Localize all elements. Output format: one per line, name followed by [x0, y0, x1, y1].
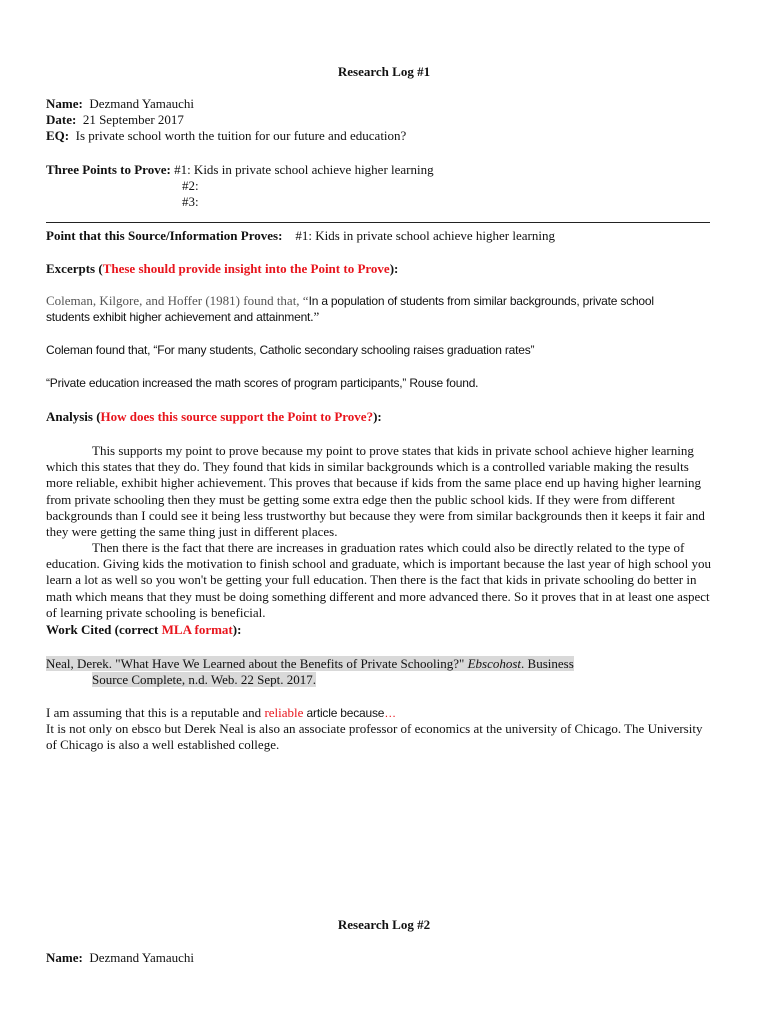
excerpt-1-line-2: students exhibit higher achievement and attainment.” [46, 309, 320, 324]
student-name: Dezmand Yamauchi [89, 96, 195, 111]
reliability-line: I am assuming that this is a reputable and reliable article because… [46, 705, 397, 720]
point-2: #2: [182, 178, 199, 193]
work-cited-heading: Work Cited (correct MLA format): [46, 622, 242, 637]
log1-title: Research Log #1 [337, 64, 431, 79]
log-date: 21 September 2017 [82, 112, 184, 127]
reliability-body: It is not only on ebsco but Derek Neal is also an associate professor of economics at the university of Chicago. The University of Chicago is also a well established college. [46, 721, 703, 753]
source-point-line: Point that this Source/Information Proves: #1: Kids in private school achieve higher learning [46, 228, 555, 243]
divider [46, 222, 710, 223]
work-cited-hint: MLA format [161, 622, 233, 637]
date-line: Date: 21 September 2017 [46, 112, 184, 127]
excerpts-hint: These should provide insight into the Point to Prove [102, 261, 390, 276]
analysis-paragraph-1: This supports my point to prove because my point to prove states that kids in private school achieve higher learning which this states that they do. They found that kids in similar backgrounds which is a controlled variable making the results more reliable, exhibit higher achievement. This proves that because if kids from the same place end up having higher learning from private schooling then they must be getting some extra edge then the public school kids. If they were from different backgrounds than I could see it being less trustworthy but because they were from similar backgrounds then it keeps it fair and they were getting the same thing just in different places. [46, 443, 705, 540]
source-point: #1: Kids in private school achieve higher learning [295, 228, 555, 243]
eq-line: EQ: Is private school worth the tuition for our future and education? [46, 128, 407, 143]
excerpts-heading: Excerpts (These should provide insight into the Point to Prove): [46, 261, 399, 276]
excerpt-2: Coleman found that, “For many students, Catholic secondary schooling raises graduation rates” [46, 343, 535, 357]
citation-line-1: Neal, Derek. "What Have We Learned about the Benefits of Private Schooling?" Ebscohost. Business [46, 656, 574, 671]
analysis-heading: Analysis (How does this source support the Point to Prove?): [46, 409, 382, 424]
log2-title: Research Log #2 [337, 917, 431, 932]
log2-student-name: Dezmand Yamauchi [89, 950, 195, 965]
point-3: #3: [182, 194, 199, 209]
analysis-hint: How does this source support the Point to Prove? [100, 409, 374, 424]
citation-line-2: Source Complete, n.d. Web. 22 Sept. 2017. [92, 672, 317, 687]
excerpt-3: “Private education increased the math scores of program participants,” Rouse found. [46, 375, 479, 390]
excerpt-1-line-1: Coleman, Kilgore, and Hoffer (1981) found that, “In a population of students from similar backgrounds, private school [46, 293, 654, 308]
analysis-paragraph-2: Then there is the fact that there are increases in graduation rates which could also be directly related to the type of education. Giving kids the motivation to finish school and graduate, which is important because the last year of high school you learn a lot as well so you won't be getting your full education. Then there is the fact that kids in private schooling do better in math which means that they must be doing something different and more advanced there. So it proves that in at least one aspect of learning private schooling is beneficial. [46, 540, 712, 620]
point-1: #1: Kids in private school achieve higher learning [174, 162, 434, 177]
name-line: Name: Dezmand Yamauchi [46, 96, 195, 111]
citation-source: Ebscohost [467, 656, 522, 671]
points-line: Three Points to Prove: #1: Kids in private school achieve higher learning [46, 162, 434, 177]
essential-question: Is private school worth the tuition for our future and education? [75, 128, 407, 143]
reliable-word: reliable [264, 705, 304, 720]
log2-name-line: Name: Dezmand Yamauchi [46, 950, 195, 965]
